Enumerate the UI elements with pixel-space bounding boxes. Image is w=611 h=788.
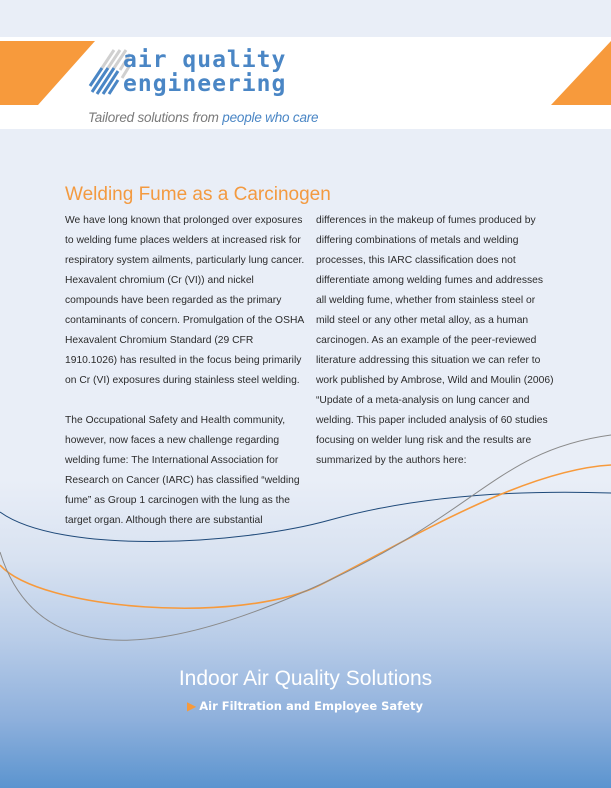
paragraph: The Occupational Safety and Health community, however, now faces a new challenge regarding welding fume: The International Association for Research on Cancer (IARC) has classified “welding fume” as Group 1 carcinogen with the lung as the target organ. Although there are substantial: [65, 415, 300, 526]
footer-subtitle-text: Air Filtration and Employee Safety: [199, 699, 423, 713]
article-left-column: [65, 211, 305, 551]
tagline-accent: people who care: [222, 110, 319, 125]
footer-title: Indoor Air Quality Solutions: [178, 667, 433, 690]
paragraph: We have long known that prolonged over exposures to welding fume places welders at increased risk for respiratory system ailments, particularly lung cancer. Hexavalent chromium (Cr (VI)) and nickel compounds have been regarded as the primary contaminants of concern. Promulgation of the OSHA Hexavalent Chromium Standard (29 CFR 1910.1026) has resulted in the focus being primarily on Cr (VI) exposures during stainless steel welding.: [65, 215, 305, 386]
article-title: Welding Fume as a Carcinogen: [65, 184, 331, 205]
tagline-text: Tailored solutions from: [88, 110, 223, 125]
tagline: [88, 110, 318, 125]
triangle-right-icon: ▶: [187, 699, 197, 713]
paragraph: differences in the makeup of fumes produced by differing combinations of metals and welding processes, this IARC classification does not differentiate among welding fumes and addresses all welding fume, whether from stainless steel or mild steel or any other metal alloy, as a human carcinogen. As an example of the peer-reviewed literature addressing this situation we can refer to work published by Ambrose, Wild and Moulin (2006) “Update of a meta-analysis on lung cancer and welding. This paper included analysis of 60 studies focusing on welder lung risk and the results are summarized by the authors here:: [316, 215, 554, 466]
logo-line-1: air quality: [123, 47, 287, 73]
logo-line-2: engineering: [123, 71, 287, 97]
footer-subtitle: [187, 699, 423, 713]
article-right-column: [316, 211, 556, 491]
company-logo-text: [123, 48, 286, 96]
